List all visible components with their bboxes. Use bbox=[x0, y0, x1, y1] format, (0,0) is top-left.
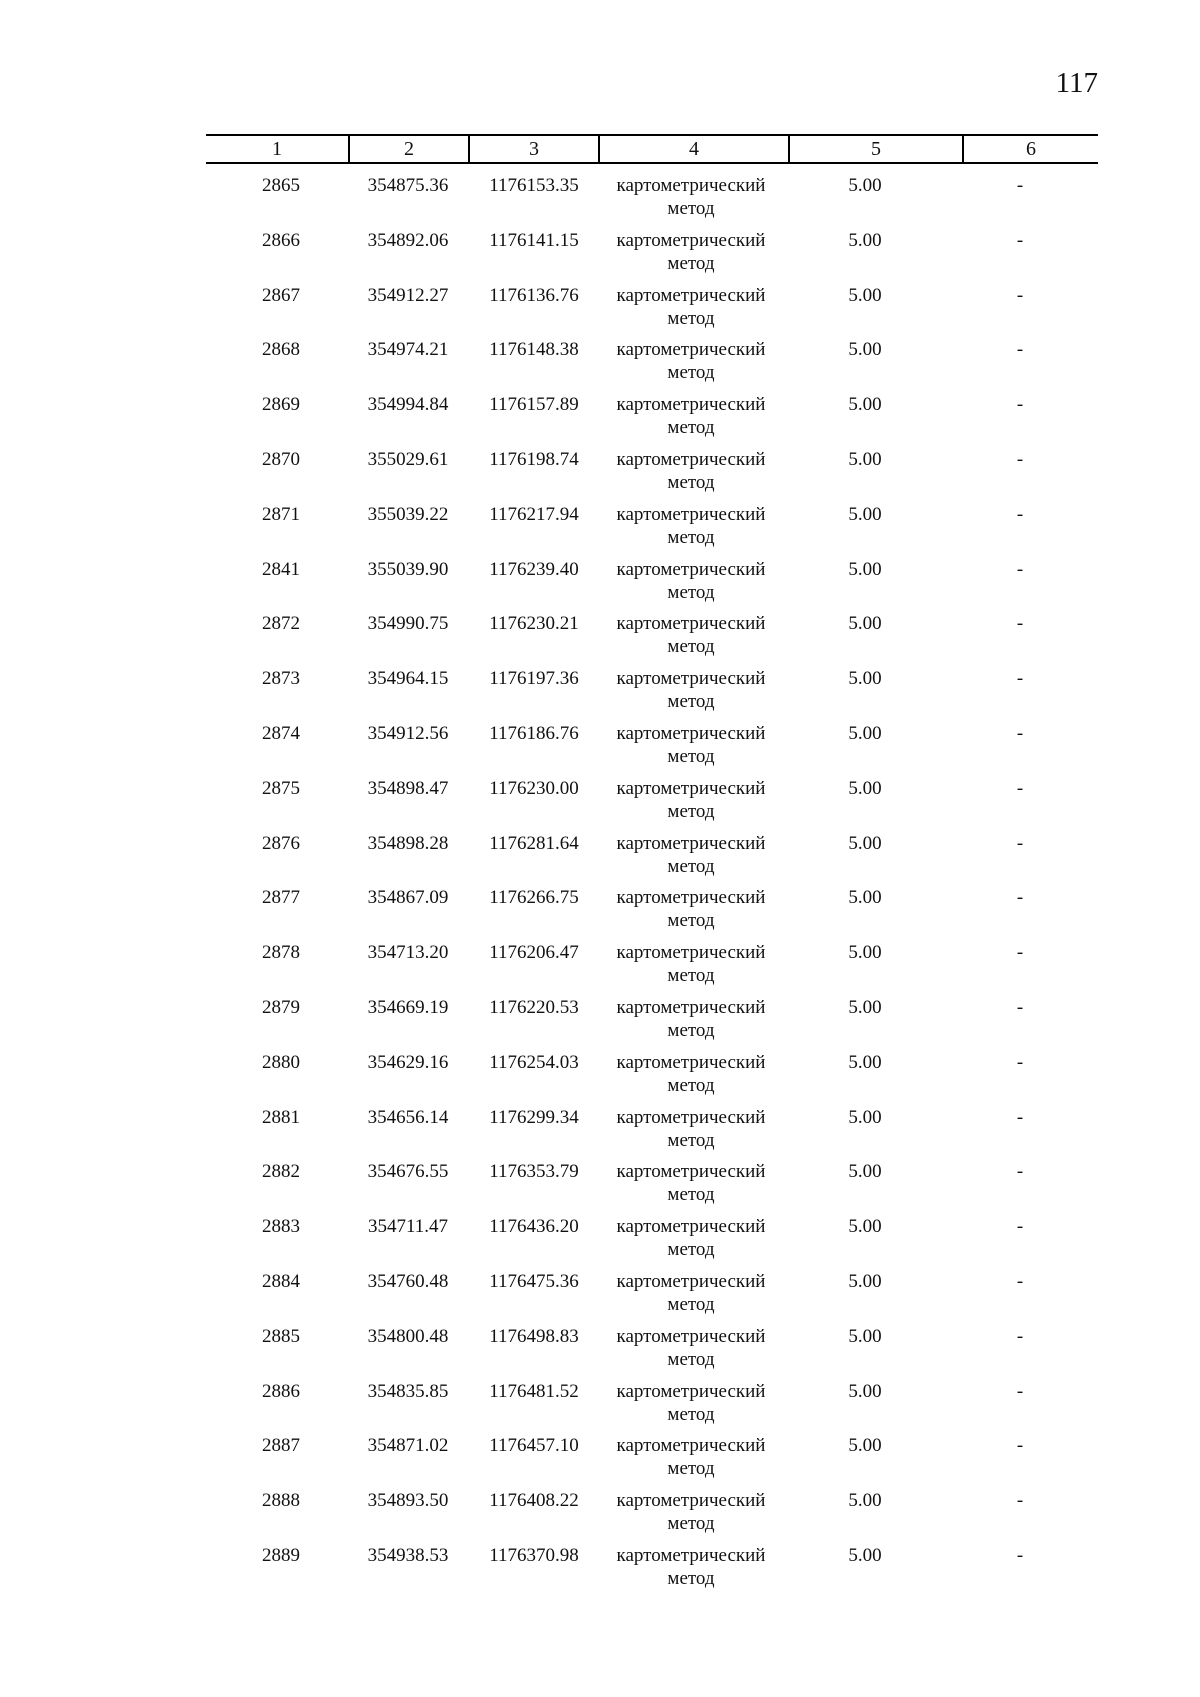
column-header-5: 5 bbox=[871, 138, 881, 160]
coordinate-x: 354898.28 bbox=[367, 832, 449, 854]
coordinate-x: 354938.53 bbox=[367, 1544, 449, 1566]
method-line-1: картометрический bbox=[616, 558, 766, 580]
accuracy-value: 5.00 bbox=[848, 722, 882, 744]
determination-method bbox=[594, 1160, 788, 1206]
method-line-2: метод bbox=[667, 307, 715, 329]
determination-method bbox=[594, 229, 788, 275]
point-number: 2841 bbox=[262, 558, 300, 580]
table-row bbox=[0, 994, 1200, 1049]
point-number: 2885 bbox=[262, 1325, 300, 1347]
point-number: 2888 bbox=[262, 1490, 300, 1512]
coordinate-x: 354994.84 bbox=[367, 394, 449, 416]
coordinate-x: 354912.56 bbox=[367, 722, 449, 744]
table-header bbox=[206, 134, 1098, 164]
table-row bbox=[0, 1323, 1200, 1378]
determination-method bbox=[594, 832, 788, 878]
point-number: 2870 bbox=[262, 448, 300, 470]
coordinate-x: 354676.55 bbox=[367, 1161, 449, 1183]
accuracy-value: 5.00 bbox=[848, 942, 882, 964]
method-line-2: метод bbox=[667, 1513, 715, 1535]
coordinate-y: 1176281.64 bbox=[489, 832, 579, 854]
table-row bbox=[0, 720, 1200, 775]
table-row bbox=[0, 665, 1200, 720]
determination-method bbox=[594, 1051, 788, 1097]
point-number: 2876 bbox=[262, 832, 300, 854]
column-header-3: 3 bbox=[529, 138, 539, 160]
table-row bbox=[0, 1268, 1200, 1323]
coordinate-y: 1176197.36 bbox=[489, 668, 579, 690]
method-line-2: метод bbox=[667, 965, 715, 987]
method-line-1: картометрический bbox=[616, 996, 766, 1018]
table-row bbox=[0, 336, 1200, 391]
coordinate-y: 1176353.79 bbox=[489, 1161, 579, 1183]
point-number: 2873 bbox=[262, 668, 300, 690]
table-row bbox=[0, 830, 1200, 885]
note-value: - bbox=[1016, 175, 1024, 196]
determination-method bbox=[594, 612, 788, 658]
point-number: 2882 bbox=[262, 1161, 300, 1183]
accuracy-value: 5.00 bbox=[848, 284, 882, 306]
determination-method bbox=[594, 722, 788, 768]
table-row bbox=[0, 1049, 1200, 1104]
method-line-2: метод bbox=[667, 1074, 715, 1096]
coordinate-y: 1176198.74 bbox=[489, 448, 579, 470]
note-value: - bbox=[1016, 1544, 1024, 1566]
note-value: - bbox=[1016, 832, 1024, 854]
determination-method bbox=[594, 1215, 788, 1261]
method-line-2: метод bbox=[667, 691, 715, 713]
point-number: 2874 bbox=[262, 722, 300, 744]
determination-method bbox=[594, 996, 788, 1042]
table-row bbox=[0, 172, 1200, 227]
coordinate-x: 354875.36 bbox=[367, 175, 449, 196]
method-line-2: метод bbox=[667, 636, 715, 658]
table-row bbox=[0, 501, 1200, 556]
point-number: 2871 bbox=[262, 503, 300, 525]
table-row bbox=[0, 775, 1200, 830]
note-value: - bbox=[1016, 1161, 1024, 1183]
method-line-1: картометрический bbox=[616, 942, 766, 964]
column-header-6: 6 bbox=[1026, 138, 1036, 160]
point-number: 2867 bbox=[262, 284, 300, 306]
note-value: - bbox=[1016, 1270, 1024, 1292]
method-line-1: картометрический bbox=[616, 777, 766, 799]
coordinate-x: 354669.19 bbox=[367, 996, 449, 1018]
note-value: - bbox=[1016, 284, 1024, 306]
table-row bbox=[0, 1487, 1200, 1542]
point-number: 2881 bbox=[262, 1106, 300, 1128]
determination-method bbox=[594, 777, 788, 823]
note-value: - bbox=[1016, 1051, 1024, 1073]
point-number: 2878 bbox=[262, 942, 300, 964]
note-value: - bbox=[1016, 503, 1024, 525]
coordinate-y: 1176436.20 bbox=[489, 1216, 579, 1238]
accuracy-value: 5.00 bbox=[848, 887, 882, 909]
accuracy-value: 5.00 bbox=[848, 1270, 882, 1292]
note-value: - bbox=[1016, 942, 1024, 964]
coordinate-y: 1176148.38 bbox=[489, 339, 579, 361]
point-number: 2879 bbox=[262, 996, 300, 1018]
coordinate-x: 354656.14 bbox=[367, 1106, 449, 1128]
note-value: - bbox=[1016, 1216, 1024, 1238]
column-header-2: 2 bbox=[404, 138, 414, 160]
method-line-1: картометрический bbox=[616, 613, 766, 635]
table-row bbox=[0, 227, 1200, 282]
method-line-1: картометрический bbox=[616, 1544, 766, 1566]
coordinate-x: 354892.06 bbox=[367, 229, 449, 251]
point-number: 2866 bbox=[262, 229, 300, 251]
method-line-2: метод bbox=[667, 526, 715, 548]
determination-method bbox=[594, 174, 788, 220]
method-line-1: картометрический bbox=[616, 722, 766, 744]
determination-method bbox=[594, 284, 788, 330]
method-line-2: метод bbox=[667, 1348, 715, 1370]
method-line-2: метод bbox=[667, 910, 715, 932]
determination-method bbox=[594, 941, 788, 987]
coordinate-y: 1176206.47 bbox=[489, 942, 579, 964]
note-value: - bbox=[1016, 1106, 1024, 1128]
coordinate-y: 1176408.22 bbox=[489, 1490, 579, 1512]
coordinate-x: 354964.15 bbox=[367, 668, 449, 690]
method-line-1: картометрический bbox=[616, 175, 766, 196]
coordinate-y: 1176230.00 bbox=[489, 777, 579, 799]
method-line-1: картометрический bbox=[616, 1435, 766, 1457]
note-value: - bbox=[1016, 777, 1024, 799]
note-value: - bbox=[1016, 558, 1024, 580]
coordinate-y: 1176141.15 bbox=[489, 229, 579, 251]
coordinate-y: 1176457.10 bbox=[489, 1435, 579, 1457]
determination-method bbox=[594, 503, 788, 549]
note-value: - bbox=[1016, 887, 1024, 909]
accuracy-value: 5.00 bbox=[848, 448, 882, 470]
coordinate-x: 354760.48 bbox=[367, 1270, 449, 1292]
accuracy-value: 5.00 bbox=[848, 668, 882, 690]
determination-method bbox=[594, 1325, 788, 1371]
coordinate-x: 354912.27 bbox=[367, 284, 449, 306]
coordinate-y: 1176230.21 bbox=[489, 613, 579, 635]
table-body bbox=[0, 172, 1200, 1597]
table-row bbox=[0, 1158, 1200, 1213]
accuracy-value: 5.00 bbox=[848, 1161, 882, 1183]
note-value: - bbox=[1016, 1380, 1024, 1402]
coordinate-y: 1176217.94 bbox=[489, 503, 579, 525]
coordinate-y: 1176239.40 bbox=[489, 558, 579, 580]
coordinate-x: 354800.48 bbox=[367, 1325, 449, 1347]
method-line-2: метод bbox=[667, 198, 715, 219]
accuracy-value: 5.00 bbox=[848, 175, 882, 196]
note-value: - bbox=[1016, 448, 1024, 470]
point-number: 2883 bbox=[262, 1216, 300, 1238]
method-line-2: метод bbox=[667, 252, 715, 274]
note-value: - bbox=[1016, 1490, 1024, 1512]
method-line-1: картометрический bbox=[616, 503, 766, 525]
method-line-2: метод bbox=[667, 1293, 715, 1315]
table-row bbox=[0, 446, 1200, 501]
accuracy-value: 5.00 bbox=[848, 503, 882, 525]
coordinate-x: 355039.22 bbox=[367, 503, 449, 525]
coordinate-x: 354629.16 bbox=[367, 1051, 449, 1073]
determination-method bbox=[594, 338, 788, 384]
point-number: 2865 bbox=[262, 175, 300, 196]
coordinate-x: 354990.75 bbox=[367, 613, 449, 635]
accuracy-value: 5.00 bbox=[848, 1380, 882, 1402]
accuracy-value: 5.00 bbox=[848, 1216, 882, 1238]
method-line-1: картометрический bbox=[616, 887, 766, 909]
coordinate-y: 1176475.36 bbox=[489, 1270, 579, 1292]
coordinate-x: 354871.02 bbox=[367, 1435, 449, 1457]
coordinate-x: 354711.47 bbox=[367, 1216, 449, 1238]
point-number: 2880 bbox=[262, 1051, 300, 1073]
accuracy-value: 5.00 bbox=[848, 1435, 882, 1457]
table-row bbox=[0, 1104, 1200, 1159]
method-line-1: картометрический bbox=[616, 1216, 766, 1238]
method-line-2: метод bbox=[667, 745, 715, 767]
determination-method bbox=[594, 558, 788, 604]
method-line-1: картометрический bbox=[616, 229, 766, 251]
accuracy-value: 5.00 bbox=[848, 1106, 882, 1128]
method-line-2: метод bbox=[667, 1129, 715, 1151]
method-line-2: метод bbox=[667, 1184, 715, 1206]
accuracy-value: 5.00 bbox=[848, 1051, 882, 1073]
method-line-2: метод bbox=[667, 471, 715, 493]
method-line-1: картометрический bbox=[616, 832, 766, 854]
accuracy-value: 5.00 bbox=[848, 777, 882, 799]
point-number: 2868 bbox=[262, 339, 300, 361]
determination-method bbox=[594, 1544, 788, 1590]
coordinate-y: 1176299.34 bbox=[489, 1106, 579, 1128]
coordinate-x: 354835.85 bbox=[367, 1380, 449, 1402]
note-value: - bbox=[1016, 613, 1024, 635]
method-line-1: картометрический bbox=[616, 448, 766, 470]
coordinate-y: 1176498.83 bbox=[489, 1325, 579, 1347]
method-line-2: метод bbox=[667, 1403, 715, 1425]
method-line-2: метод bbox=[667, 1458, 715, 1480]
determination-method bbox=[594, 1270, 788, 1316]
point-number: 2872 bbox=[262, 613, 300, 635]
coordinate-y: 1176153.35 bbox=[489, 175, 579, 196]
method-line-2: метод bbox=[667, 1019, 715, 1041]
method-line-1: картометрический bbox=[616, 394, 766, 416]
table-row bbox=[0, 391, 1200, 446]
method-line-2: метод bbox=[667, 417, 715, 439]
coordinate-y: 1176136.76 bbox=[489, 284, 579, 306]
table-row bbox=[0, 1542, 1200, 1597]
table-row bbox=[0, 282, 1200, 337]
table-row bbox=[0, 1378, 1200, 1433]
method-line-2: метод bbox=[667, 855, 715, 877]
coordinate-y: 1176370.98 bbox=[489, 1544, 579, 1566]
determination-method bbox=[594, 1489, 788, 1535]
point-number: 2884 bbox=[262, 1270, 300, 1292]
table-row bbox=[0, 1213, 1200, 1268]
accuracy-value: 5.00 bbox=[848, 394, 882, 416]
point-number: 2889 bbox=[262, 1544, 300, 1566]
determination-method bbox=[594, 448, 788, 494]
determination-method bbox=[594, 1106, 788, 1152]
table-row bbox=[0, 1432, 1200, 1487]
accuracy-value: 5.00 bbox=[848, 1325, 882, 1347]
page-number: 117 bbox=[1055, 67, 1098, 99]
method-line-2: метод bbox=[667, 800, 715, 822]
method-line-1: картометрический bbox=[616, 1325, 766, 1347]
method-line-1: картометрический bbox=[616, 1380, 766, 1402]
method-line-1: картометрический bbox=[616, 1051, 766, 1073]
determination-method bbox=[594, 886, 788, 932]
accuracy-value: 5.00 bbox=[848, 1490, 882, 1512]
table-row bbox=[0, 610, 1200, 665]
determination-method bbox=[594, 1380, 788, 1426]
note-value: - bbox=[1016, 229, 1024, 251]
accuracy-value: 5.00 bbox=[848, 229, 882, 251]
coordinate-y: 1176186.76 bbox=[489, 722, 579, 744]
coordinate-x: 354898.47 bbox=[367, 777, 449, 799]
coordinate-y: 1176266.75 bbox=[489, 887, 579, 909]
method-line-2: метод bbox=[667, 362, 715, 384]
point-number: 2875 bbox=[262, 777, 300, 799]
note-value: - bbox=[1016, 1325, 1024, 1347]
table-row bbox=[0, 884, 1200, 939]
note-value: - bbox=[1016, 394, 1024, 416]
method-line-1: картометрический bbox=[616, 339, 766, 361]
accuracy-value: 5.00 bbox=[848, 996, 882, 1018]
coordinate-y: 1176481.52 bbox=[489, 1380, 579, 1402]
coordinate-y: 1176157.89 bbox=[489, 394, 579, 416]
method-line-1: картометрический bbox=[616, 1161, 766, 1183]
determination-method bbox=[594, 393, 788, 439]
note-value: - bbox=[1016, 339, 1024, 361]
coordinate-x: 354974.21 bbox=[367, 339, 449, 361]
method-line-1: картометрический bbox=[616, 1270, 766, 1292]
note-value: - bbox=[1016, 1435, 1024, 1457]
column-header-4: 4 bbox=[689, 138, 699, 160]
coordinate-y: 1176254.03 bbox=[489, 1051, 579, 1073]
accuracy-value: 5.00 bbox=[848, 832, 882, 854]
method-line-1: картометрический bbox=[616, 668, 766, 690]
note-value: - bbox=[1016, 996, 1024, 1018]
point-number: 2877 bbox=[262, 887, 300, 909]
coordinate-x: 355039.90 bbox=[367, 558, 449, 580]
accuracy-value: 5.00 bbox=[848, 558, 882, 580]
determination-method bbox=[594, 1434, 788, 1480]
coordinate-y: 1176220.53 bbox=[489, 996, 579, 1018]
method-line-2: метод bbox=[667, 1567, 715, 1589]
coordinate-x: 355029.61 bbox=[367, 448, 449, 470]
table-row bbox=[0, 556, 1200, 611]
accuracy-value: 5.00 bbox=[848, 339, 882, 361]
determination-method bbox=[594, 667, 788, 713]
column-header-1: 1 bbox=[272, 138, 282, 160]
coordinate-x: 354867.09 bbox=[367, 887, 449, 909]
note-value: - bbox=[1016, 722, 1024, 744]
point-number: 2869 bbox=[262, 394, 300, 416]
method-line-1: картометрический bbox=[616, 284, 766, 306]
method-line-2: метод bbox=[667, 1239, 715, 1261]
coordinate-x: 354893.50 bbox=[367, 1490, 449, 1512]
method-line-1: картометрический bbox=[616, 1106, 766, 1128]
point-number: 2886 bbox=[262, 1380, 300, 1402]
point-number: 2887 bbox=[262, 1435, 300, 1457]
coordinate-x: 354713.20 bbox=[367, 942, 449, 964]
method-line-2: метод bbox=[667, 581, 715, 603]
method-line-1: картометрический bbox=[616, 1490, 766, 1512]
accuracy-value: 5.00 bbox=[848, 1544, 882, 1566]
table-row bbox=[0, 939, 1200, 994]
note-value: - bbox=[1016, 668, 1024, 690]
accuracy-value: 5.00 bbox=[848, 613, 882, 635]
